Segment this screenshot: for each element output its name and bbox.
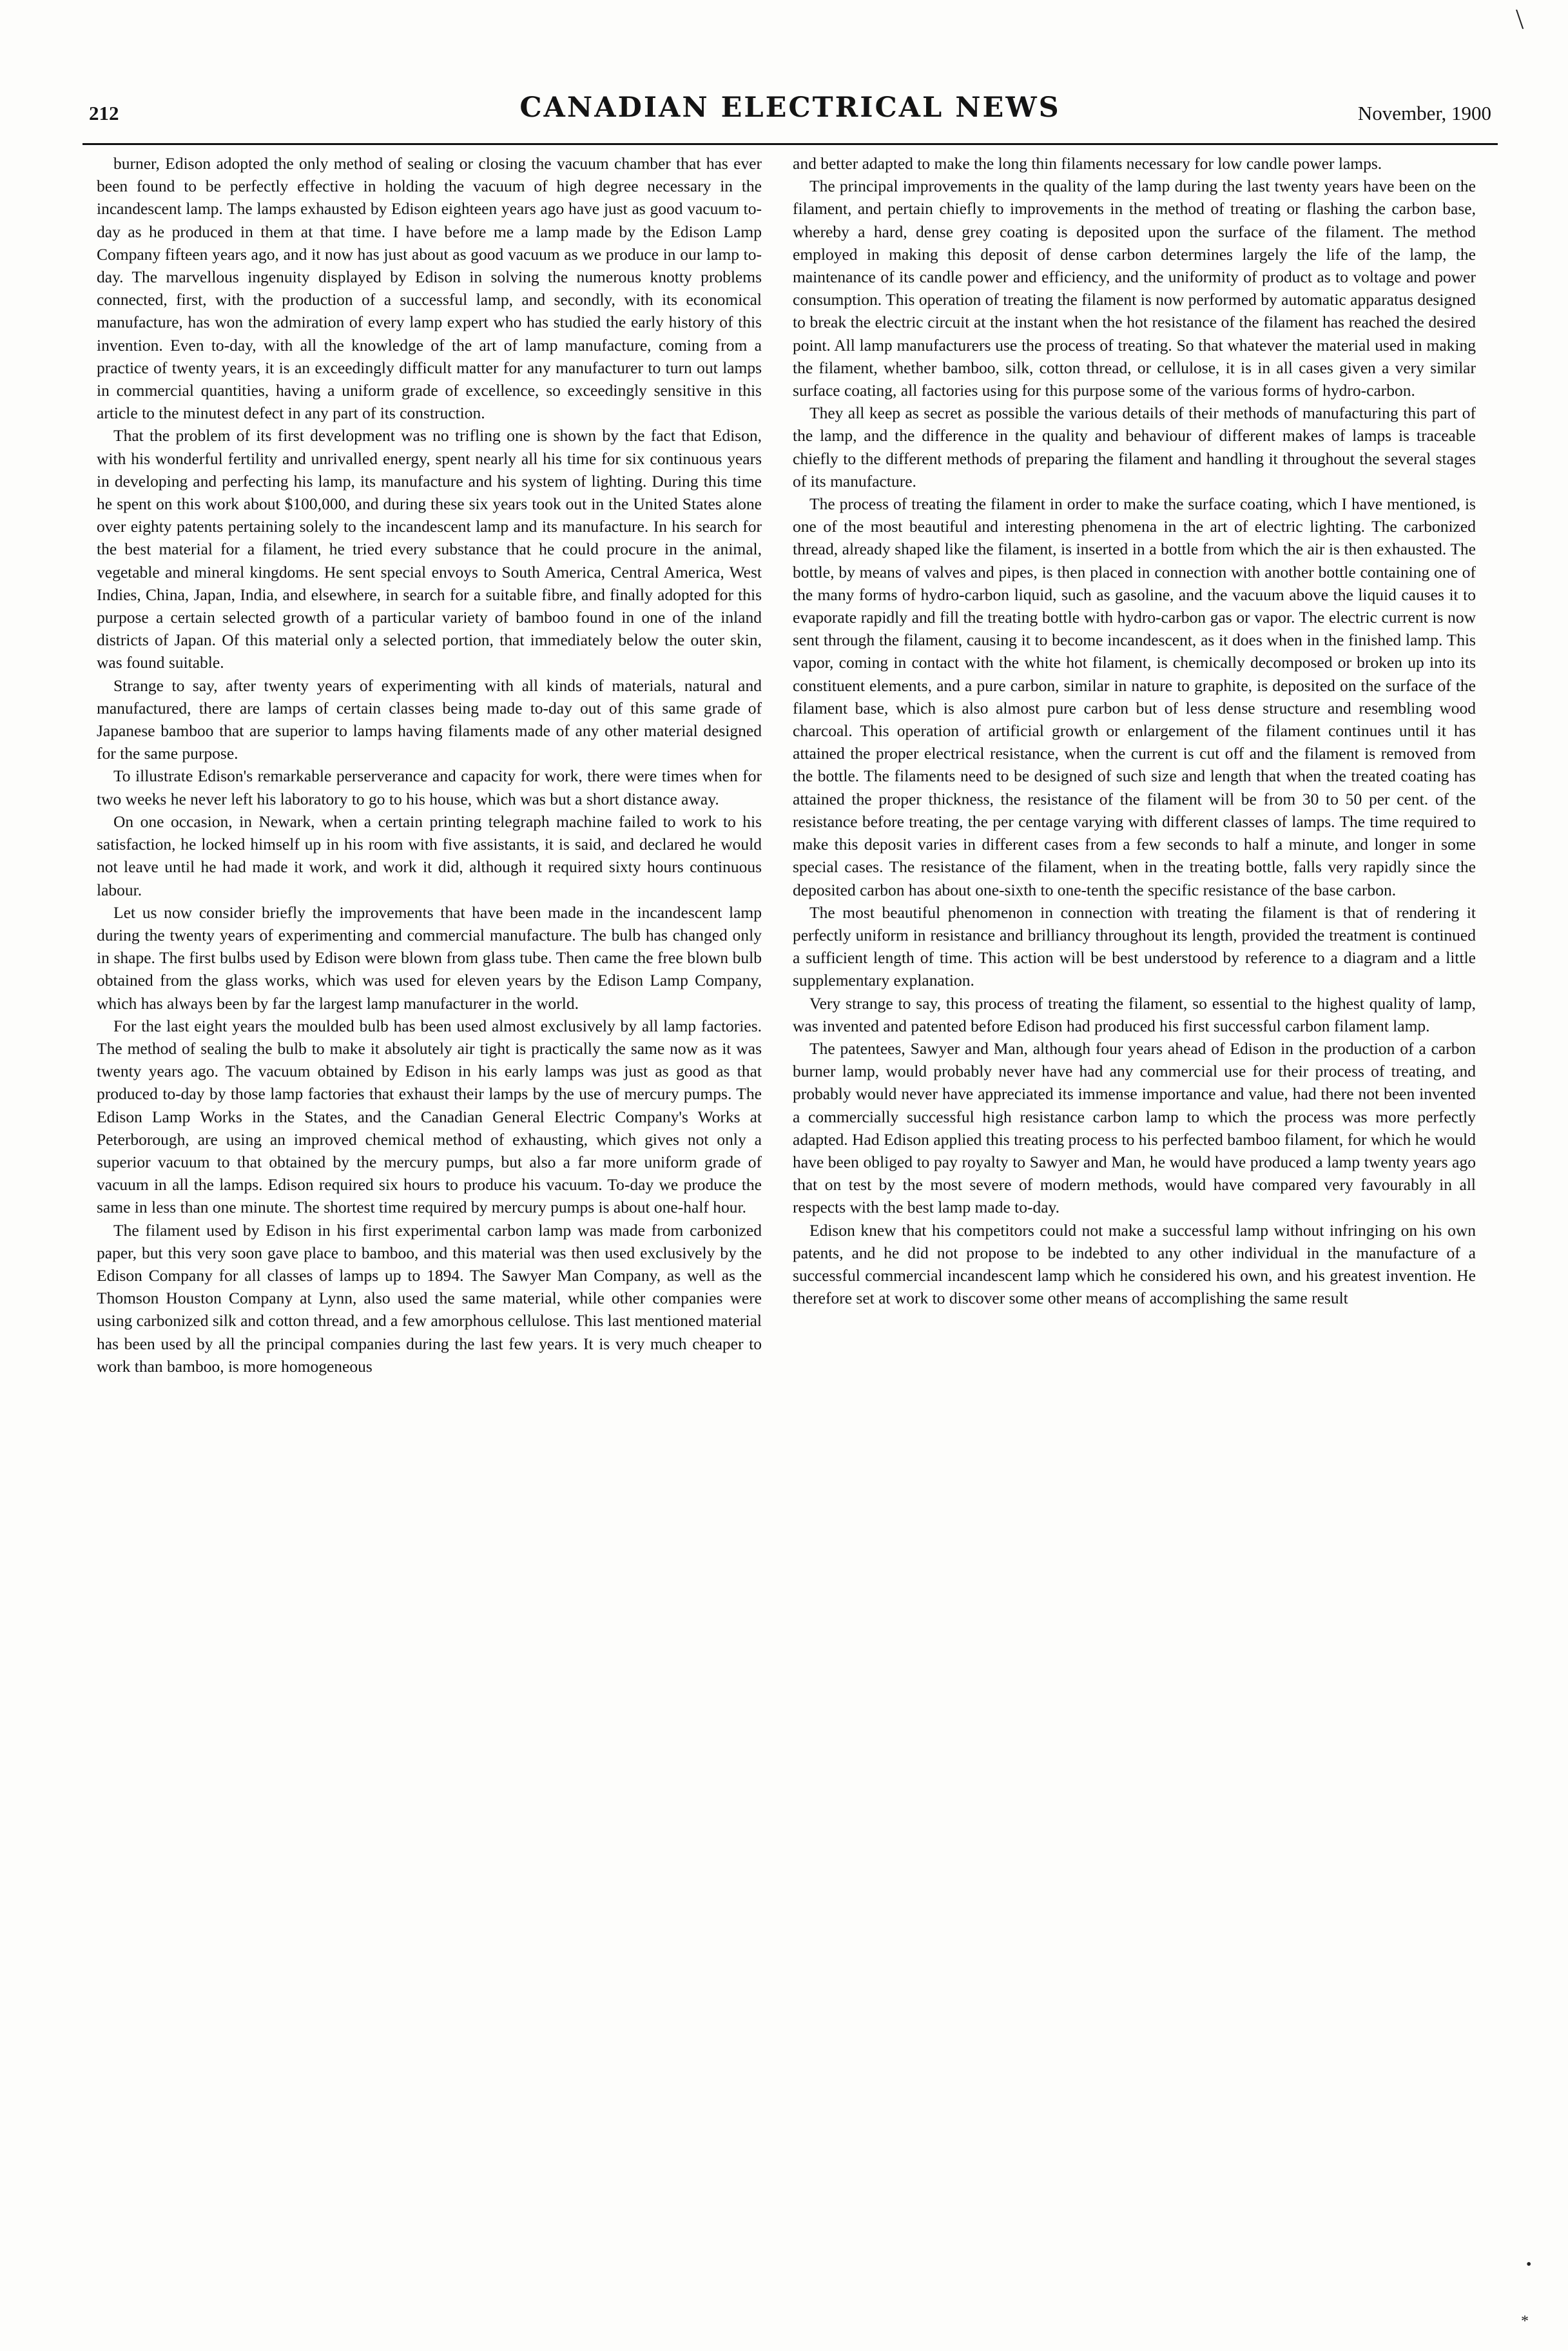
paragraph: The principal improvements in the quality of the lamp during the last twenty years have been on the filament, and pertain chiefly to improvements in the method of treating or flashing the carbon base, whereby a hard, dense grey coating is deposited upon the surface of the filament. The method employed in making this deposit of dense carbon determines largely the life of the lamp, the maintenance of its candle power and efficiency, and the uniformity of product as to voltage and power consumption. This operation of treating the filament is now performed by automatic apparatus designed to break the electric circuit at the instant when the hot resistance of the filament has reached the desired point. All lamp manufacturers use the process of treating. So that whatever the material used in making the filament, whether bamboo, silk, cotton thread, or cellulose, it is in all cases given a very similar surface coating, all factories using for this purpose some of the various forms of hydro-carbon.	[793, 177, 1476, 400]
paragraph: Strange to say, after twenty years of experimenting with all kinds of materials, natural and manufactured, there are lamps of certain classes being made to-day out of this same grade of Japanese bamboo that are superior to lamps having filaments made of any other material designed for the same purpose.	[97, 676, 762, 763]
page-number: 212	[89, 102, 119, 124]
paragraph: Edison knew that his competitors could not make a successful lamp without infringing on his own patents, and he did not propose to be indebted to any other individual in the manufacture of a successful commercial incandescent lamp which he considered his own, and his greatest invention. He therefore set at work to discover some other means of accomplishing the same result	[793, 1220, 1476, 1308]
paragraph: burner, Edison adopted the only method of sealing or closing the vacuum chamber that has ever been found to be perfectly effective in holding the vacuum of high degree necessary in the incandescent lamp. The lamps exhausted by Edison eighteen years ago have just as good vacuum to-day as he produced in them at that time. I have before me a lamp made by the Edison Lamp Company fifteen years ago, and it now has just about as good vacuum as we produce in our lamp to-day. The marvellous ingenuity displayed by Edison in solving the numerous knotty problems connected, first, with the production of a successful lamp, and secondly, with its economical manufacture, has won the admiration of every lamp expert who has studied the early history of this invention. Even to-day, with all the knowledge of the art of lamp manufacture, coming from a practice of twenty years, it is an exceedingly difficult matter for any manufacturer to turn out lamps in commercial quantities, having a uniform grade of excellence, so exceedingly sensitive in this article to the minutest defect in any part of its construction.	[97, 154, 762, 423]
paragraph: Very strange to say, this process of treating the filament, so essential to the highest quality of lamp, was invented and patented before Edison had produced his first successful carbon filament lamp.	[793, 993, 1476, 1035]
right-column	[793, 152, 1476, 2334]
left-column	[97, 152, 762, 2334]
margin-mark: •	[1526, 2256, 1532, 2273]
paragraph: The process of treating the filament in order to make the surface coating, which I have mentioned, is one of the most beautiful and interesting phenomena in the art of electric lighting. The carbonized thread, already shaped like the filament, is inserted in a bottle from which the air is then exhausted. The bottle, by means of valves and pipes, is then placed in connection with another bottle containing one of the many forms of hydro-carbon liquid, such as gasoline, and the vacuum above the liquid causes it to evaporate rapidly and fill the treating bottle with hydro-carbon gas or vapor. The electric current is now sent through the filament, causing it to become incandescent, as it does when in the finished lamp. This vapor, coming in contact with the white hot filament, is chemically decomposed or broken up into its constituent elements, and a pure carbon, similar in nature to graphite, is deposited on the surface of the filament base, which is also almost pure carbon but of less dense structure and resembling wood charcoal. This operation of artificial growth or enlargement of the filament continues until it has attained the proper electrical resistance, when the current is cut off and the filament is removed from the bottle. The filaments need to be designed of such size and length that when the treated coating has attained the proper thickness, the resistance of the filament will be from 30 to 50 per cent. of the resistance before treating, the per centage varying with different classes of lamps. The time required to make this deposit varies in different cases from a few seconds to half a minute, and longer in some special cases. The resistance of the filament, when in the treating bottle, falls very rapidly since the deposited carbon has about one-sixth to one-tenth the specific resistance of the base carbon.	[793, 494, 1476, 899]
paragraph: The most beautiful phenomenon in connection with treating the filament is that of rendering it perfectly uniform in resistance and brilliancy throughout its length, provided the treatment is continued a sufficient length of time. This action will be best understood by reference to a diagram and a little supplementary explanation.	[793, 902, 1476, 990]
paragraph: That the problem of its first development was no trifling one is shown by the fact that Edison, with his wonderful fertility and unrivalled energy, spent nearly all his time for six continuous years in developing and perfecting his lamp, its manufacture and his system of lighting. During this time he spent on this work about $100,000, and during these six years took out in the United States alone over eighty patents pertaining solely to the incandescent lamp and its manufacture. In his search for the best material for a filament, he tried every substance that he could procure in the animal, vegetable and mineral kingdoms. He sent special envoys to South America, Central America, West Indies, China, Japan, India, and elsewhere, in search for a suitable fibre, and finally adopted for this purpose a certain selected growth of a particular variety of bamboo found in one of the inland districts of Japan. Of this material only a selected portion, that immediately below the outer skin, was found suitable.	[97, 426, 762, 672]
paragraph: They all keep as secret as possible the various details of their methods of manufacturing this part of the lamp, and the difference in the quality and behaviour of different makes of lamps is traceable chiefly to the different methods of preparing the filament and handling it throughout the several stages of its manufacture.	[793, 404, 1476, 491]
paragraph: On one occasion, in Newark, when a certain printing telegraph machine failed to work to his satisfaction, he locked himself up in his room with five assistants, it is said, and declared he would not leave until he had made it work, and work it did, although it required sixty hours continuous labour.	[97, 812, 762, 899]
masthead	[82, 90, 1498, 142]
paragraph: For the last eight years the moulded bulb has been used almost exclusively by all lamp factories. The method of sealing the bulb to make it absolutely air tight is practically the same now as it was twenty years ago. The vacuum obtained by Edison in his early lamps was just as good as that produced to-day by those lamp factories that exhaust their lamps by the use of mercury pumps. The Edison Lamp Works in the States, and the Canadian General Electric Company's Works at Peterborough, are using an improved chemical method of exhausting, which gives not only a superior vacuum to that obtained by the mercury pumps, but also a far more uniform grade of vacuum in all the lamps. Edison required six hours to produce his vacuum. To-day we produce the same in less than one minute. The shortest time required by mercury pumps is about one-half hour.	[97, 1016, 762, 1217]
paragraph: The patentees, Sawyer and Man, although four years ahead of Edison in the production of a carbon burner lamp, would probably never have had any commercial use for their process of treating, and probably would never have appreciated its immense importance and value, had there not been invented a commercially successful high resistance carbon lamp to which the process was more perfectly adapted. Had Edison applied this treating process to his perfected bamboo filament, for which he would have been obliged to pay royalty to Sawyer and Man, he would have produced a lamp twenty years ago that on test by the most severe of modern methods, would have compared very favourably in all respects with the best lamp made to-day.	[793, 1039, 1476, 1217]
header-rule	[82, 143, 1498, 145]
issue-date: November, 1900	[1357, 102, 1491, 124]
paragraph: and better adapted to make the long thin filaments necessary for low candle power lamps.	[793, 154, 1382, 173]
publication-title: CANADIAN ELECTRICAL NEWS	[519, 92, 1061, 124]
article-body	[97, 152, 1476, 2334]
margin-mark: *	[1521, 2313, 1529, 2330]
paragraph: Let us now consider briefly the improvements that have been made in the incandescent lamp during the twenty years of experimenting and commercial manufacture. The bulb has changed only in shape. The first bulbs used by Edison were blown from glass tube. Then came the free blown bulb obtained from the glass works, which was used for eleven years by the Edison Lamp Company, which has always been by far the largest lamp manufacturer in the world.	[97, 902, 762, 1013]
paragraph: The filament used by Edison in his first experimental carbon lamp was made from carbonized paper, but this very soon gave place to bamboo, and this material was then used exclusively by the Edison Company for all classes of lamps up to 1894. The Sawyer Man Company, as well as the Thomson Houston Company at Lynn, also used the same material, while other companies were using carbonized silk and cotton thread, and a few amorphous cellulose. This last mentioned material has been used by all the principal companies during the last few years. It is very much cheaper to work than bamboo, is more homogeneous	[97, 1220, 762, 1376]
paragraph: To illustrate Edison's remarkable perserverance and capacity for work, there were times when for two weeks he never left his laboratory to go to his house, which was but a short distance away.	[97, 766, 762, 808]
corner-mark: \	[1516, 3, 1524, 35]
